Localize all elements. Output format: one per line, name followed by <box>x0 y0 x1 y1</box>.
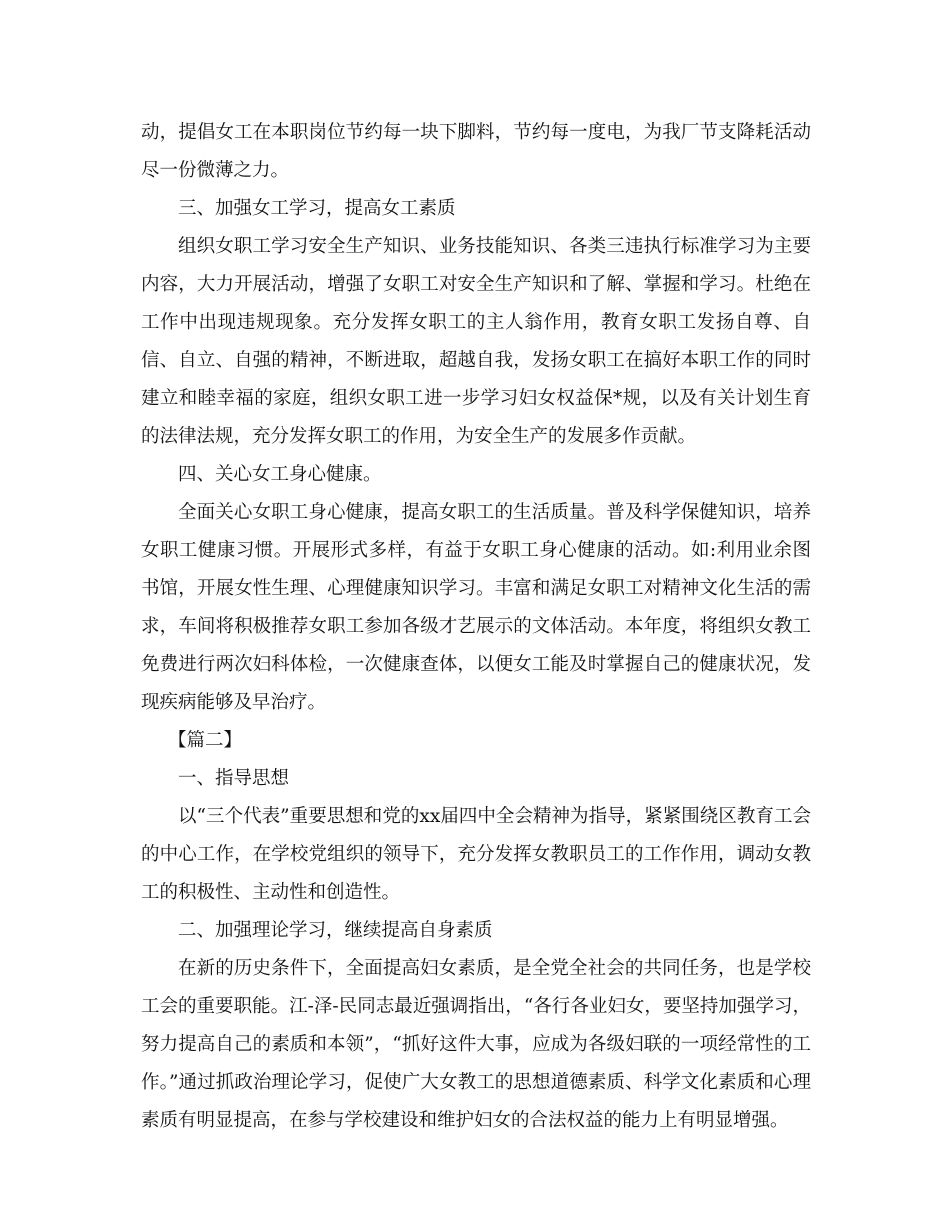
section-heading-four: 四、关心女工身心健康。 <box>178 464 382 485</box>
section-heading-two: 二、加强理论学习，继续提高自身素质 <box>178 920 493 941</box>
continuation-paragraph: 动，提倡女工在本职岗位节约每一块下脚料，节约每一度电，为我厂节支降耗活动尽一份微薄之力。 <box>141 122 811 181</box>
body-paragraph: 在新的历史条件下，全面提高妇女素质，是全党全社会的共同任务，也是学校工会的重要职能。江-泽-民同志最近强调指出，“各行各业妇女，要坚持加强学习，努力提高自己的素质和本领”，“抓好这件大事，应成为各级妇联的一项经常性的工作。”通过抓政治理论学习，促使广大女教工的思想道德素质、科学文化素质和心理素质有明显提高，在参与学校建设和维护妇女的合法权益的能力上有明显增强。 <box>141 958 811 1131</box>
body-paragraph: 组织女职工学习安全生产知识、业务技能知识、各类三违执行标准学习为主要内容，大力开展活动，增强了女职工对安全生产知识和了解、掌握和学习。杜绝在工作中出现违规现象。充分发挥女职工的主人翁作用，教育女职工发扬自尊、自信、自立、自强的精神，不断进取，超越自我，发扬女职工在搞好本职工作的同时建立和睦幸福的家庭，组织女职工进一步学习妇女权益保*规，以及有关计划生育的法律法规，充分发挥女职工的作用，为安全生产的发展多作贡献。 <box>141 236 811 447</box>
part-two-label: 【篇二】 <box>168 730 243 751</box>
document-body <box>141 114 811 1140</box>
section-heading-one: 一、指导思想 <box>178 768 290 789</box>
body-paragraph: 以“三个代表”重要思想和党的xx届四中全会精神为指导，紧紧围绕区教育工会的中心工作，在学校党组织的领导下，充分发挥女教职员工的工作作用，调动女教工的积极性、主动性和创造性。 <box>141 806 811 903</box>
body-paragraph: 全面关心女职工身心健康，提高女职工的生活质量。普及科学保健知识，培养女职工健康习惯。开展形式多样，有益于女职工身心健康的活动。如:利用业余图书馆，开展女性生理、心理健康知识学习。丰富和满足女职工对精神文化生活的需求，车间将积极推荐女职工参加各级才艺展示的文体活动。本年度，将组织女教工免费进行两次妇科体检，一次健康查体，以便女工能及时掌握自己的健康状况，发现疾病能够及早治疗。 <box>141 502 811 713</box>
section-heading-three: 三、加强女工学习，提高女工素质 <box>178 198 456 219</box>
